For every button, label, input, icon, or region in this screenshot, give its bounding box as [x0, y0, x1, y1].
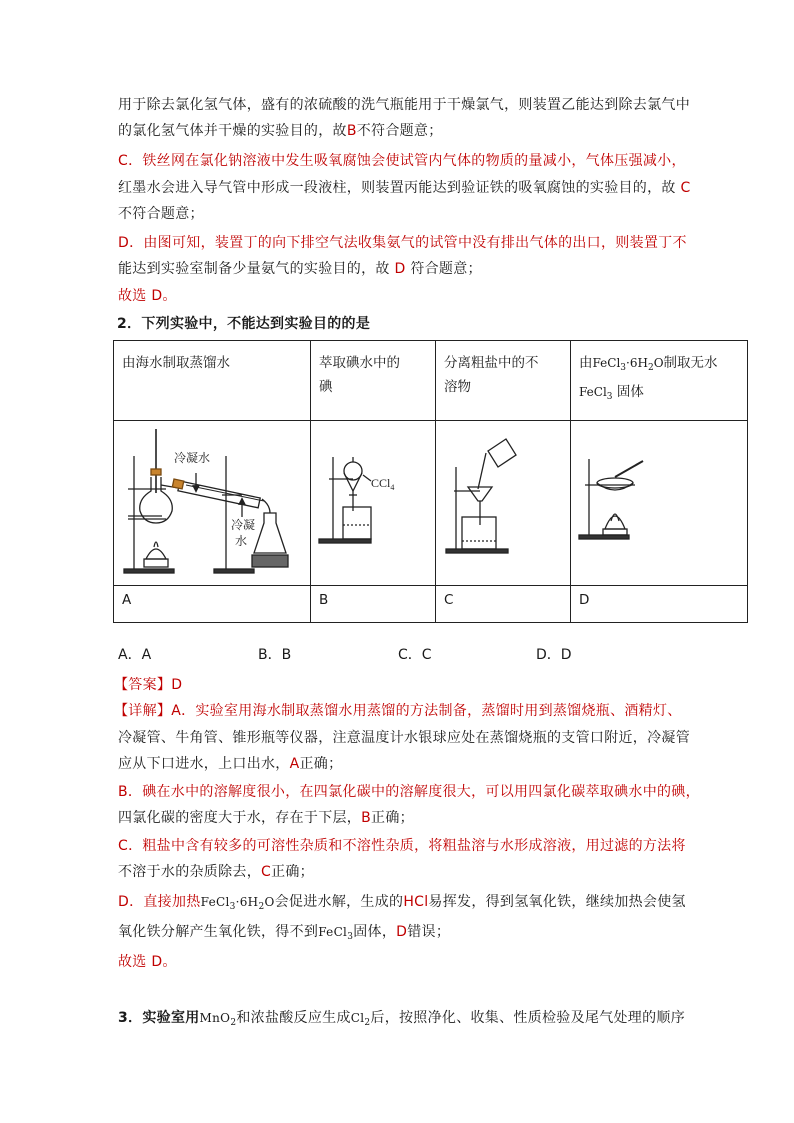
- option-c[interactable]: C．C: [398, 647, 432, 663]
- ccl4-text: CCl: [371, 476, 391, 490]
- text-span: 易挥发，得到氢氧化铁，继续加热会使氢: [428, 894, 686, 910]
- subscript: 2: [258, 902, 265, 912]
- answer-label: 【答案】: [114, 677, 172, 693]
- subscript: 3: [229, 902, 236, 912]
- detail-a-line3: [118, 754, 342, 774]
- para-c-line3: 不符合题意；: [118, 206, 204, 222]
- question-2-title: 2．下列实验中，不能达到实验目的的是: [117, 316, 371, 332]
- subscript: 2: [364, 1018, 371, 1028]
- label-cell-b: [311, 586, 436, 623]
- text-span: 3．实验室用: [118, 1010, 200, 1026]
- detail-b-line1: [118, 782, 700, 802]
- text-span: 故选 D。: [118, 288, 177, 304]
- text-span: 固体，: [353, 924, 397, 940]
- filtration-apparatus-diagram: [436, 421, 554, 581]
- text-span: 正确；: [271, 864, 314, 880]
- text-span: 能达到实验室制备少量氨气的实验目的，故: [118, 261, 390, 277]
- cold-water-label-side2: 水: [235, 534, 248, 548]
- formula: O: [264, 895, 275, 909]
- hcl-text: HCl: [403, 894, 429, 910]
- formula: MnO: [199, 1011, 231, 1025]
- text-span: 正确；: [299, 756, 343, 772]
- header-cell-d: [571, 341, 748, 421]
- question-3-line: [118, 1008, 685, 1033]
- cold-water-label-top: 冷凝水: [174, 451, 211, 465]
- subscript: 3: [347, 932, 354, 942]
- formula: Cl: [350, 1011, 365, 1025]
- label-a: A: [122, 592, 132, 608]
- diagram-cell-a: [114, 421, 311, 586]
- subscript: 2: [647, 363, 654, 373]
- text-span: 故选 D。: [118, 954, 177, 970]
- detail-a-line2: 冷凝管、牛角管、锥形瓶等仪器，注意温度计水银球应处在蒸馏烧瓶的支管口附近，冷凝管: [118, 730, 690, 746]
- header-b-line2: 碘: [319, 379, 333, 395]
- para-b-line2: [118, 121, 443, 141]
- distillation-apparatus-diagram: [114, 421, 294, 581]
- text-span: 不溶于水的杂质除去，: [118, 864, 261, 880]
- option-letter: C: [261, 864, 272, 880]
- text-span: 四氯化碳的密度大于水，存在于下层，: [118, 810, 362, 826]
- label-c: C: [444, 592, 454, 608]
- text-span: A．实验室用海水制取蒸馏水用蒸馏的方法制备，蒸馏时用到蒸馏烧瓶、酒精灯、: [171, 703, 682, 719]
- header-a-text: 由海水制取蒸馏水: [122, 355, 230, 371]
- text-span: 会促进水解，生成的: [274, 894, 404, 910]
- header-cell-b: [311, 341, 436, 421]
- option-a[interactable]: A．A: [118, 647, 152, 663]
- text-span: D．由图可知，装置丁的向下排空气法收集氨气的试管中没有排出气体的出口，则装置丁不: [118, 235, 687, 251]
- text-span: 的氯化氢气体并干燥的实验目的，故: [118, 123, 347, 139]
- text-span: 由: [579, 355, 593, 371]
- experiment-table: [113, 340, 748, 623]
- ccl4-subscript: 4: [390, 483, 395, 492]
- text-span: 后，按照净化、收集、性质检验及尾气处理的顺序: [370, 1010, 686, 1026]
- formula: FeCl: [200, 895, 230, 909]
- detail-b-line2: [118, 808, 414, 828]
- option-letter: C: [680, 180, 691, 196]
- formula: FeCl: [592, 356, 621, 370]
- formula: ·6H: [235, 895, 259, 909]
- text-span: 固体: [616, 384, 644, 400]
- detail-d-line1: [118, 892, 686, 917]
- para-d-line1: [118, 233, 687, 253]
- label-cell-d: [571, 586, 748, 623]
- diagram-cell-c: [436, 421, 571, 586]
- detail-c-line1: [118, 836, 686, 856]
- option-letter: D: [396, 924, 408, 940]
- label-cell-c: [436, 586, 571, 623]
- evaporating-dish-diagram: [571, 421, 731, 581]
- text-span: 错误；: [407, 924, 451, 940]
- ccl4-label: [371, 476, 394, 492]
- text-span: 制取无水: [663, 355, 718, 371]
- text-span: 正确；: [371, 810, 414, 826]
- text-span: C．铁丝网在氯化钠溶液中发生吸氧腐蚀会使试管内气体的物质的量减小，气体压强减小，: [118, 153, 686, 169]
- text-span: 不符合题意；: [356, 123, 443, 139]
- separatory-funnel-diagram: [311, 421, 419, 581]
- option-b[interactable]: B．B: [258, 647, 292, 663]
- detail-d-line2: [118, 922, 450, 947]
- header-d-line1: [579, 351, 739, 380]
- choose-line-1: [118, 286, 177, 306]
- option-letter: B: [361, 810, 372, 826]
- detail-c-line2: [118, 862, 314, 882]
- header-d-line2: [579, 380, 739, 409]
- text-span: 和浓盐酸反应生成: [236, 1010, 351, 1026]
- option-letter: B: [346, 123, 357, 139]
- header-cell-c: [436, 341, 571, 421]
- choose-line-2: [118, 952, 177, 972]
- label-b: B: [319, 592, 329, 608]
- para-c-line1: [118, 151, 686, 171]
- header-c-line2: 溶物: [444, 379, 471, 395]
- formula: ·6H: [626, 356, 648, 370]
- option-letter: D: [394, 261, 406, 277]
- label-cell-a: [114, 586, 311, 623]
- text-span: C．粗盐中含有较多的可溶性杂质和不溶性杂质，将粗盐溶与水形成溶液，用过滤的方法将: [118, 838, 686, 854]
- header-c-line1: 分离粗盐中的不: [444, 355, 539, 371]
- header-b-line1: 萃取碘水中的: [319, 355, 400, 371]
- detail-a-line1: [114, 701, 682, 721]
- para-c-line2: [118, 178, 691, 198]
- answer-line: [114, 675, 182, 695]
- header-cell-a: [114, 341, 311, 421]
- detail-label: 【详解】: [114, 703, 172, 719]
- text-span: B．碘在水中的溶解度很小，在四氯化碳中的溶解度很大，可以用四氯化碳萃取碘水中的碘，: [118, 784, 700, 800]
- formula: FeCl: [579, 385, 607, 399]
- formula: FeCl: [318, 925, 348, 939]
- para-b-line1: 用于除去氯化氢气体，盛有的浓硫酸的洗气瓶能用于干燥氯气，则装置乙能达到除去氯气中: [118, 97, 690, 113]
- option-letter: A: [289, 756, 300, 772]
- text-span: 氧化铁分解产生氧化铁，得不到: [118, 924, 319, 940]
- text-span: D．直接加热: [118, 894, 201, 910]
- text-span: 符合题意；: [410, 261, 482, 277]
- subscript: 2: [230, 1018, 237, 1028]
- diagram-cell-d: [571, 421, 748, 586]
- subscript: 3: [620, 363, 627, 373]
- text-span: 红墨水会进入导气管中形成一段液柱，则装置丙能达到验证铁的吸氧腐蚀的实验目的，故: [118, 180, 676, 196]
- para-d-line2: [118, 259, 482, 279]
- diagram-cell-b: [311, 421, 436, 586]
- cold-water-label-side1: 冷凝: [231, 518, 256, 532]
- label-d: D: [579, 592, 590, 608]
- option-d[interactable]: D．D: [536, 647, 572, 663]
- text-span: 应从下口进水，上口出水，: [118, 756, 290, 772]
- formula: O: [653, 356, 664, 370]
- subscript: 3: [606, 392, 613, 402]
- answer-value: D: [171, 677, 183, 693]
